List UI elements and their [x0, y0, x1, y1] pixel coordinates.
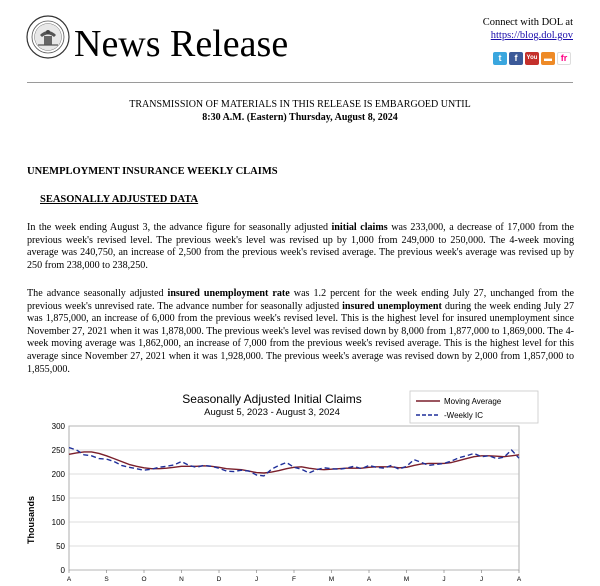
section-title: UNEMPLOYMENT INSURANCE WEEKLY CLAIMS	[27, 166, 278, 177]
embargo-notice	[0, 99, 600, 124]
y-tick-label: 300	[51, 422, 65, 431]
x-tick-label: A	[516, 576, 522, 583]
connect-label: Connect with DOL at	[482, 17, 573, 28]
x-tick-label: S	[104, 576, 109, 583]
y-tick-label: 50	[56, 542, 65, 551]
dol-seal-logo	[26, 15, 70, 59]
y-axis-label: Thousands	[26, 495, 36, 545]
facebook-icon[interactable]: f	[509, 52, 523, 65]
chart-title: Seasonally Adjusted Initial Claims	[182, 392, 362, 406]
header-divider	[27, 82, 573, 83]
x-tick-label: O	[141, 576, 147, 583]
x-tick-label: J	[479, 576, 484, 583]
subsection-title: SEASONALLY ADJUSTED DATA	[40, 194, 199, 205]
p2-text-a: The advance seasonally adjusted	[27, 288, 168, 299]
p1-text-b: was 233,000, a decrease of 17,000 from the previous week's revised level. The previous week's level was revised up by 1,000 from 249,000 to 250,000. The 4-week moving average was 240,750, an increase of 2,500 from the previous week's revised average. The previous week's average was revised up by 250 from 238,000 to 238,250.	[27, 222, 574, 271]
x-tick-label: A	[366, 576, 372, 583]
x-tick-label: J	[254, 576, 259, 583]
moving-average-line	[69, 452, 519, 473]
p1-text-a: In the week ending August 3, the advance figure for seasonally adjusted	[27, 222, 332, 233]
insured-unemployment-paragraph	[27, 288, 574, 376]
twitter-icon[interactable]: t	[493, 52, 507, 65]
embargo-line-2: 8:30 A.M. (Eastern) Thursday, August 8, 2024	[202, 111, 398, 123]
youtube-icon[interactable]: You	[525, 52, 539, 65]
connect-with-dol	[483, 16, 573, 42]
news-release-title: News Release	[74, 23, 289, 65]
p2-text-c: during the week ending July 27 was 1,875,000, an increase of 6,000 from the previous week's revised level. This is the highest level for insured unemployment since November 27, 2021 when it was 1,878,000. The previous week's level was revised down by 8,000 from 1,877,000 to 1,869,000. The 4-week moving average was 1,862,000, an increase of 7,000 from the previous week's revised average. This is the highest level for this average since November 27, 2021 when it was 1,928,000. The previous week's average was revised down by 2,000 from 1,857,000 to 1,855,000.	[27, 300, 574, 375]
legend-label-moving-average: Moving Average	[444, 397, 502, 406]
x-tick-label: N	[179, 576, 184, 583]
y-tick-label: 250	[51, 446, 65, 455]
x-tick-label: A	[66, 576, 72, 583]
p2-text-b: was 1.2 percent for the week ending July 27, unchanged from the previous week's unrevised rate. The advance number for seasonally adjusted	[27, 288, 574, 312]
social-icons	[493, 52, 571, 65]
x-tick-label: J	[442, 576, 446, 583]
chart-legend	[410, 391, 538, 423]
p2-emphasis-rate: insured unemployment rate	[167, 288, 290, 299]
blog-icon[interactable]: ▬	[541, 52, 555, 65]
p2-emphasis-insured: insured unemployment	[342, 300, 442, 312]
initial-claims-chart	[0, 388, 600, 586]
y-tick-label: 100	[51, 518, 65, 527]
x-tick-label: F	[292, 576, 296, 583]
dol-blog-link[interactable]: https://blog.dol.gov	[490, 30, 573, 41]
initial-claims-paragraph	[27, 222, 574, 272]
chart-subtitle: August 5, 2023 - August 3, 2024	[204, 407, 340, 418]
embargo-line-1: TRANSMISSION OF MATERIALS IN THIS RELEASE IS EMBARGOED UNTIL	[129, 99, 471, 110]
y-tick-label: 0	[60, 566, 65, 575]
x-tick-label: D	[216, 576, 222, 583]
p1-emphasis-initial-claims: initial claims	[331, 222, 388, 233]
y-tick-label: 200	[51, 470, 65, 479]
x-tick-label: M	[328, 576, 335, 583]
legend-label-weekly-ic: -Weekly IC	[444, 411, 483, 420]
flickr-icon[interactable]: fr	[557, 52, 571, 65]
weekly-ic-line	[69, 448, 519, 476]
x-tick-label: M	[403, 576, 410, 583]
y-tick-label: 150	[51, 494, 65, 503]
